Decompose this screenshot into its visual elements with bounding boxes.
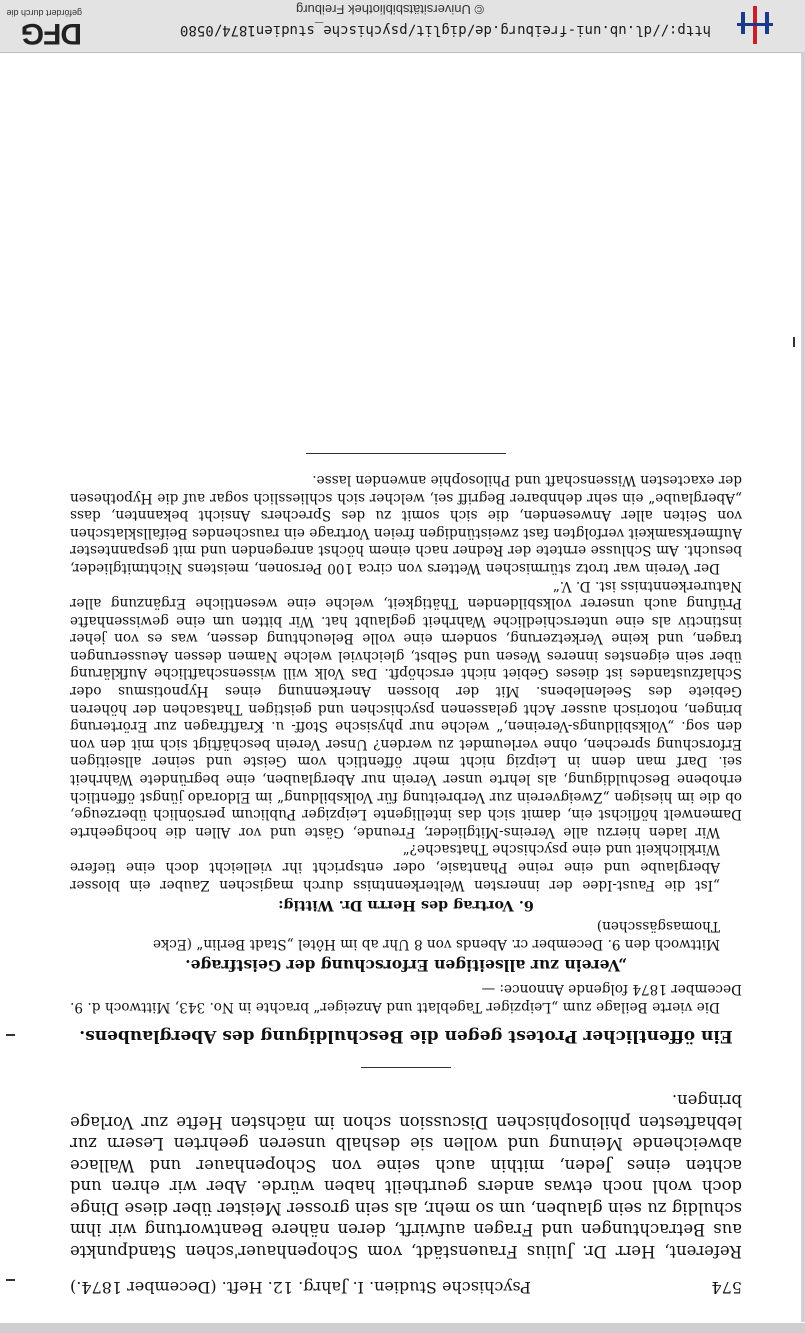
section-divider	[306, 453, 506, 454]
dfg-logo-text: DFG	[21, 17, 82, 50]
margin-mark	[6, 1034, 15, 1036]
section-divider	[361, 1067, 451, 1068]
ad-heading: „Verein zur allseitigen Erforschung der Geistfrage.	[185, 955, 627, 975]
dfg-logo-caption: gefördert durch die	[6, 8, 82, 18]
copyright-text: © Universitätsbibliothek Freiburg	[296, 2, 485, 17]
dfg-logo	[4, 2, 82, 48]
repository-banner	[0, 0, 805, 53]
scanned-page	[70, 88, 742, 1298]
ad-lecture-title: 6. Vortrag des Herrn Dr. Wittig:	[278, 896, 534, 914]
margin-mark	[793, 337, 795, 347]
ad-lecture-question: „Ist die Faust-Idee der innersten Welterkenntniss durch magischen Zauber ein blosser Aberglaube und eine reine Phantasie, oder entspricht ihr vielleicht doch eine tiefere Wirklichkeit und eine psychische Thatsache?“	[70, 841, 720, 893]
paragraph-invitation: Wir laden hierzu alle Vereins-Mitglieder, Freunde, Gäste und vor Allen die hochgeehrte Damenwelt höflichst ein, damit sich das intelligente Leipziger Publicum persönlich überzeuge, ob die im hiesigen „Zweigverein zur Verbreitung für Volksbildung“ im Eldorado jüngst öffentlich erhobene Beschuldigung, als lehrte unser Verein nur Aberglauben, eine begründete Wahrheit sei. Darf man denn in Leipzig nicht mehr öffentlich vom Geiste und seiner allseitigen Erforschung sprechen, ohne verleumdet zu werden? Unser Verein beschäftigt sich mit den von den sog. „Volksbildungs-Vereinen,“ welche nur physische Stoff- u. Kraftfragen zur Erörterung bringen, notorisch ausser Acht gelassenen psychischen und geistigen Thatsachen der höheren Gebiete des Seelenlebens. Mit der blossen Anerkennung eines Hypnotismus oder Schlafzustandes ist dieses Gebiet nicht erschöpft. Das Volk will wissenschaftliche Aufklärung über sein eigenstes inneres Wesen und Selbst, gleichviel welche Namen dessen Aeusserungen tragen, und keine Verketzerung, sondern eine volle Beleuchtung dessen, was es von jeher instinctiv als eine unterschiedliche Wahrheit geglaubt hat. Wir bitten um eine gewissenhafte Prüfung auch unserer volksbildenden Thätigkeit, welche eine wesentliche Ergänzung aller Naturerkenntniss ist. D. V.“	[70, 577, 742, 840]
paragraph-announcement: Die vierte Beilage zum „Leipziger Tageblatt und Anzeiger“ brachte in No. 343, Mittwoch d. 9. December 1874 folgende Annonce: —	[70, 981, 742, 1015]
university-logo-icon	[737, 6, 773, 44]
scrollbar-track[interactable]	[801, 52, 805, 1322]
page-number: 574	[711, 1278, 742, 1297]
article-title: Ein öffentlicher Protest gegen die Beschuldigung des Aberglaubens.	[79, 1026, 733, 1046]
running-head	[70, 1276, 742, 1298]
bottom-scrollbar[interactable]	[0, 1323, 805, 1333]
permalink-url[interactable]: http://dl.ub.uni-freiburg.de/diglit/psychische_studien1874/0580	[180, 22, 712, 38]
ad-date-location: Mittwoch den 9. December cr. Abends von 8 Uhr ab im Hôtel „Stadt Berlin“ (Ecke Thomasgässchen)	[152, 918, 720, 952]
paragraph-report: Der Verein war trotz stürmischen Wetters von circa 100 Personen, meistens Nichtmitglieder, besucht. Am Schlusse erntete der Redner nach einem höchst anregenden und mit gespanntester Aufmerksamkeit verfolgten fast zweistündigen freien Vortrage ein rauschendes Beifallsklatschen von Seiten aller Anwesenden, die sich somit zu des Sprechers Ansicht bekannten, dass „Aberglaube“ ein sehr dehnbarer Begriff sei, welcher sich schliesslich sogar auf die Hypothesen der exactesten Wissenschaft und Philosophie anwenden lasse.	[70, 471, 742, 576]
intro-paragraph: Referent, Herr Dr. Julius Frauenstädt, vom Schopenhauer'schen Standpunkte aus Betrachtungen und Fragen aufwirft, deren nähere Beantwortung wir ihm schuldig zu sein glauben, um so mehr, als sein grosser Meister über diese Dinge doch wohl noch etwas anders geurtheilt haben würde. Aber wir ehren und achten eines Jeden, mithin auch seine von Schopenhauer und Wallace abweichende Meinung und wollen sie deshalb unseren geehrten Lesern zur lebhaftesten philosophischen Discussion schon im nächsten Hefte zur Vorlage bringen.	[70, 1091, 742, 1261]
margin-mark	[6, 1279, 15, 1281]
journal-header: Psychische Studien. I. Jahrg. 12. Heft. (December 1874.)	[70, 1278, 531, 1297]
